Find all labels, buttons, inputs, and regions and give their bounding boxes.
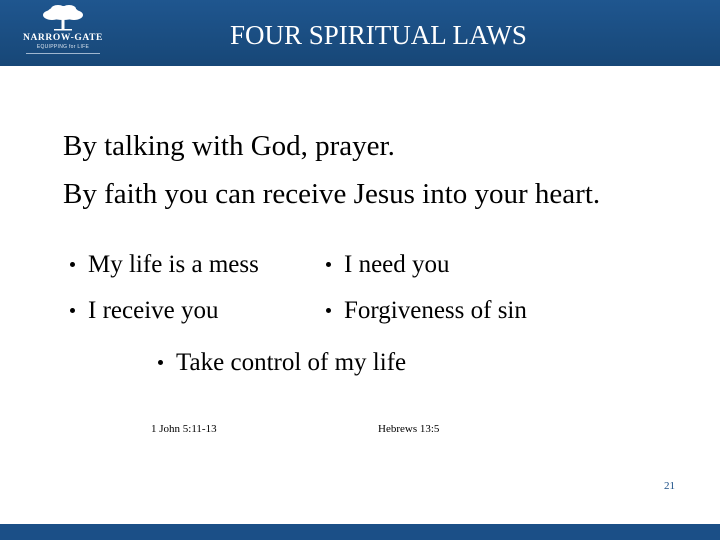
header-bar: [0, 0, 720, 66]
scripture-reference: 1 John 5:11-13: [151, 423, 217, 435]
bullet-dot-icon: [326, 308, 331, 313]
logo-name: NARROW-GATE: [23, 33, 103, 43]
bullet-text: Take control of my life: [176, 349, 407, 376]
bullet-dot-icon: [326, 262, 331, 267]
bullet-item: [326, 250, 450, 280]
bullet-item: [158, 348, 406, 378]
bullet-text: My life is a mess: [88, 251, 259, 278]
bullet-dot-icon: [70, 308, 75, 313]
statement-prayer: By talking with God, prayer.: [63, 130, 395, 162]
footer-bar: [0, 524, 720, 540]
tree-icon: [40, 4, 86, 32]
page-number: 21: [664, 480, 675, 492]
logo-tagline: EQUIPPING for LIFE: [36, 44, 90, 50]
bullet-item: [70, 296, 218, 326]
bullet-text: Forgiveness of sin: [344, 297, 527, 324]
statement-faith: By faith you can receive Jesus into your heart.: [63, 178, 601, 210]
slide-title: FOUR SPIRITUAL LAWS: [230, 20, 527, 50]
bullet-dot-icon: [70, 262, 75, 267]
scripture-reference: Hebrews 13:5: [378, 423, 440, 435]
bullet-text: I receive you: [88, 297, 219, 324]
logo-divider: [26, 53, 100, 54]
bullet-item: [326, 296, 527, 326]
bullet-item: [70, 250, 259, 280]
bullet-text: I need you: [344, 251, 450, 278]
narrow-gate-logo: [10, 4, 116, 62]
bullet-dot-icon: [158, 360, 163, 365]
